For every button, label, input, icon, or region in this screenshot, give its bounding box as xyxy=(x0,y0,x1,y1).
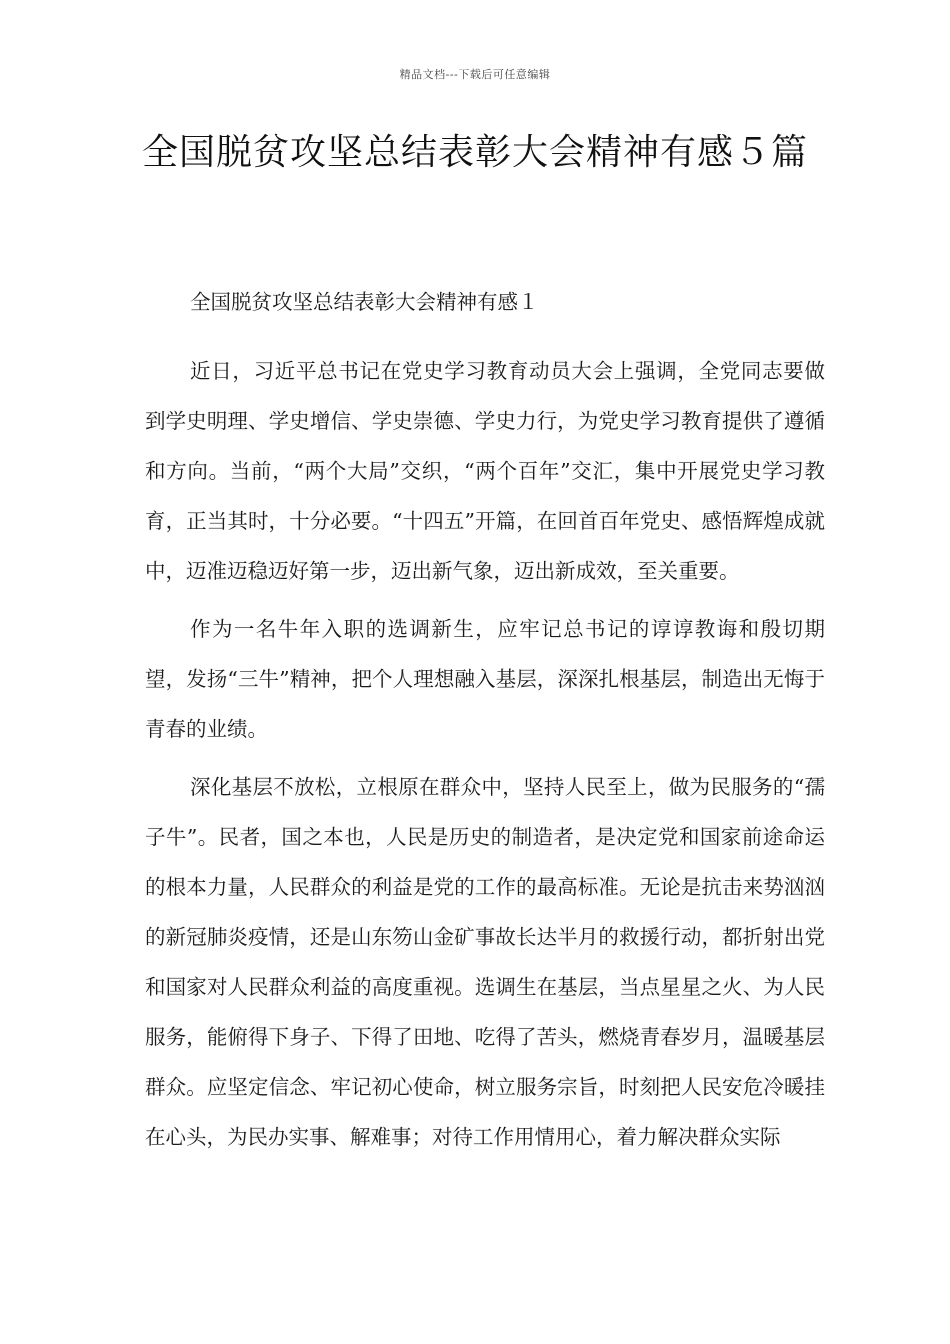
document-title: 全国脱贫攻坚总结表彰大会精神有感５篇 xyxy=(141,132,808,173)
paragraph-2: 作为一名牛年入职的选调新生，应牢记总书记的谆谆教诲和殷切期望，发扬“三牛”精神，把个人理想融入基层，深深扎根基层，制造出无悔于青春的业绩。 xyxy=(145,617,825,741)
paragraph-1: 近日，习近平总书记在党史学习教育动员大会上强调，全党同志要做到学史明理、学史增信、学史崇德、学史力行，为党史学习教育提供了遵循和方向。当前，“两个大局”交织，“两个百年”交汇，集中开展党史学习教育，正当其时，十分必要。“十四五”开篇，在回首百年党史、感悟辉煌成就中，迈准迈稳迈好第一步，迈出新气象，迈出新成效，至关重要。 xyxy=(145,359,825,583)
document-body xyxy=(145,277,825,1170)
page-header-note: 精品文档---下载后可任意编辑 xyxy=(399,68,551,81)
paragraph-3: 深化基层不放松，立根原在群众中，坚持人民至上，做为民服务的“孺子牛”。民者，国之本也，人民是历史的制造者，是决定党和国家前途命运的根本力量，人民群众的利益是党的工作的最高标准。无论是抗击来势汹汹的新冠肺炎疫情，还是山东笏山金矿事故长达半月的救援行动，都折射出党和国家对人民群众利益的高度重视。选调生在基层，当点星星之火、为人民服务，能俯得下身子、下得了田地、吃得了苦头，燃烧青春岁月，温暖基层群众。应坚定信念、牢记初心使命，树立服务宗旨，时刻把人民安危冷暖挂在心头，为民办实事、解难事；对待工作用情用心，着力解决群众实际 xyxy=(145,775,825,1149)
section-heading: 全国脱贫攻坚总结表彰大会精神有感１ xyxy=(190,290,539,314)
